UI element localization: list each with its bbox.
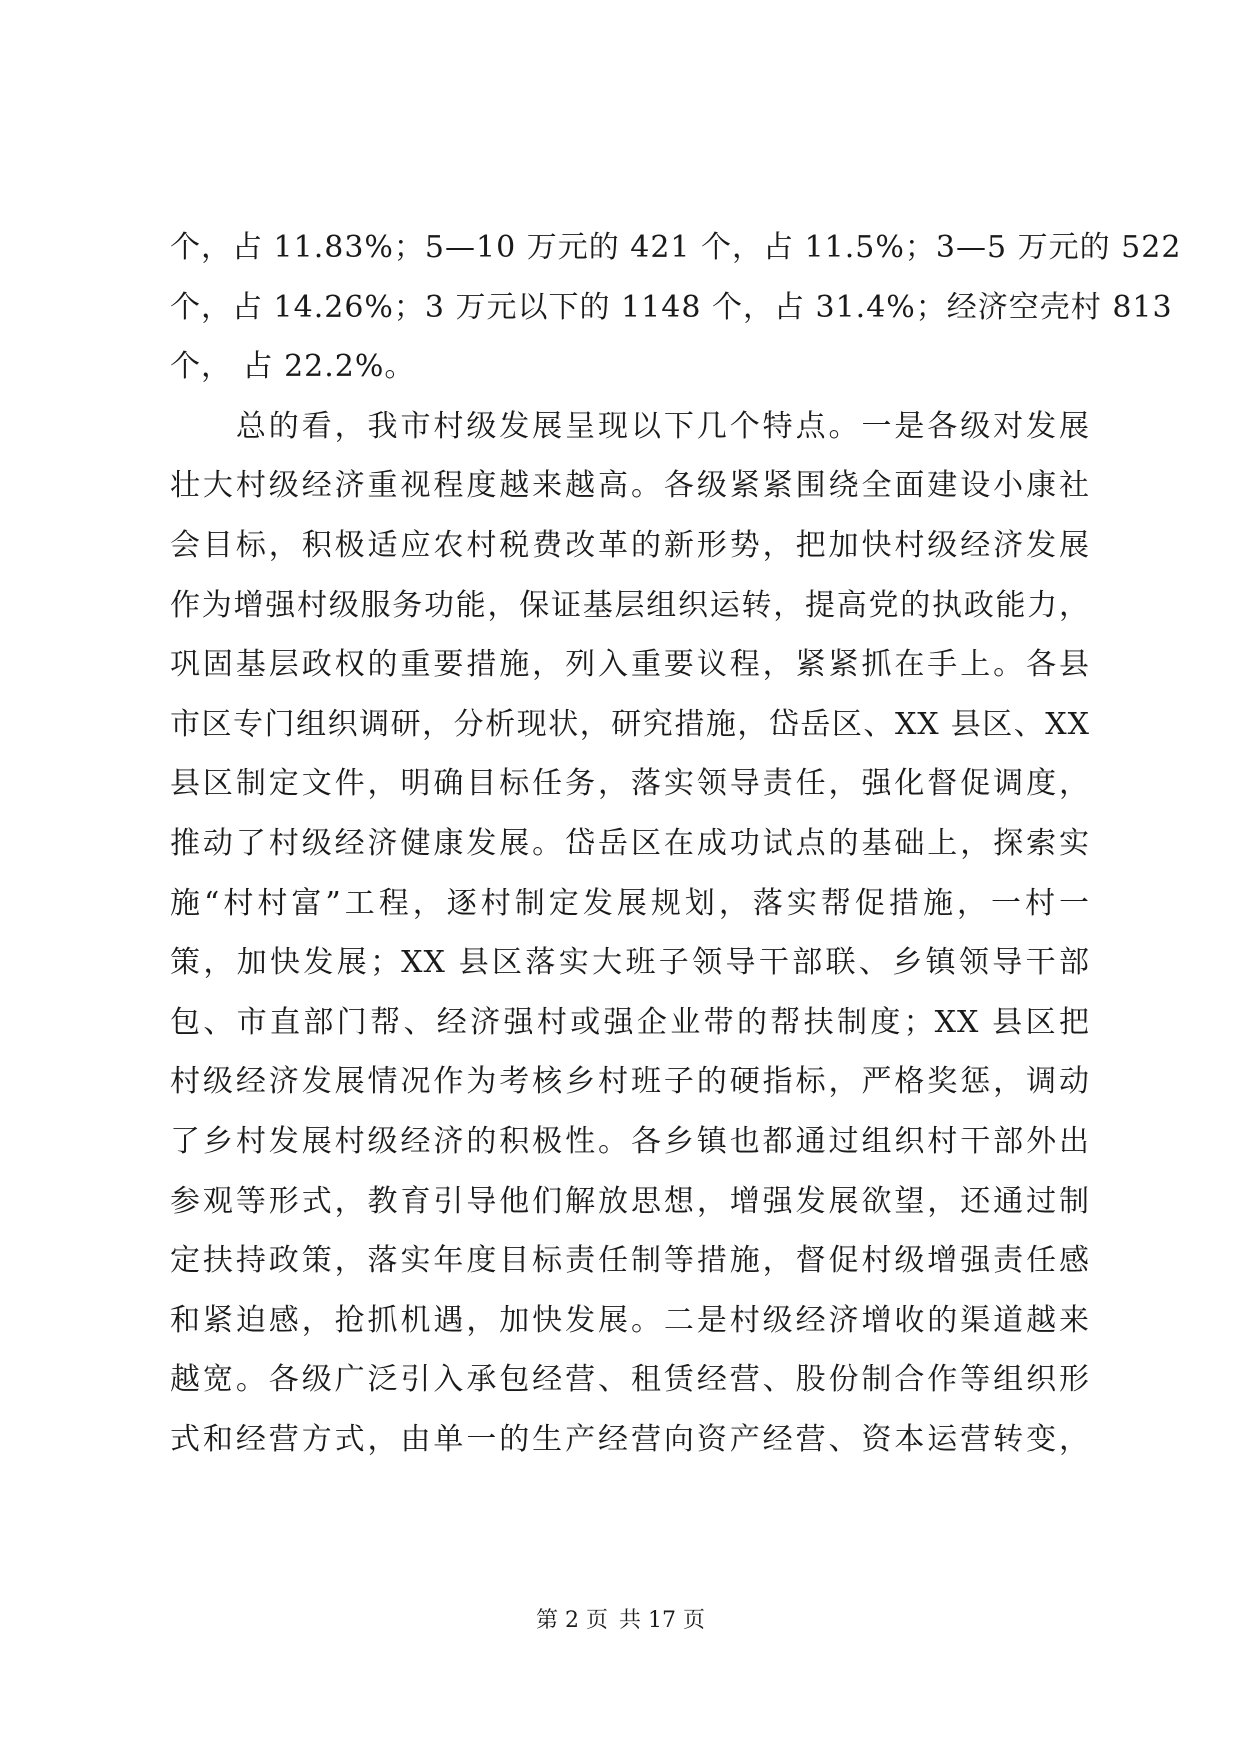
text-line: 市区专门组织调研，分析现状，研究措施，岱岳区、XX 县区、XX <box>170 706 1090 742</box>
text-line: 壮大村级经济重视程度越来越高。各级紧紧围绕全面建设小康社 <box>170 468 1090 504</box>
text-line: 定扶持政策，落实年度目标责任制等措施，督促村级增强责任感 <box>170 1243 1090 1279</box>
text-line: 推动了村级经济健康发展。岱岳区在成功试点的基础上，探索实 <box>170 825 1090 861</box>
text-line: 会目标，积极适应农村税费改革的新形势，把加快村级经济发展 <box>170 527 1090 563</box>
text-line: 个，占 14.26%；3 万元以下的 1148 个，占 31.4%；经济空壳村 813 <box>170 289 1173 325</box>
text-line: 了乡村发展村级经济的积极性。各乡镇也都通过组织村干部外出 <box>170 1123 1090 1159</box>
page-number: 第 2 页 <box>536 1608 608 1633</box>
text-line: 和紧迫感，抢抓机遇，加快发展。二是村级经济增收的渠道越来 <box>170 1302 1090 1338</box>
text-line: 村级经济发展情况作为考核乡村班子的硬指标，严格奖惩，调动 <box>170 1064 1090 1100</box>
page-total: 共 17 页 <box>619 1608 705 1633</box>
text-line: 总的看，我市村级发展呈现以下几个特点。一是各级对发展 <box>170 408 1090 444</box>
text-line: 个， 占 22.2%。 <box>170 349 416 385</box>
text-line: 包、市直部门帮、经济强村或强企业带的帮扶制度；XX 县区把 <box>170 1004 1090 1040</box>
text-line: 巩固基层政权的重要措施，列入重要议程，紧紧抓在手上。各县 <box>170 647 1090 683</box>
text-line: 越宽。各级广泛引入承包经营、租赁经营、股份制合作等组织形 <box>170 1362 1090 1398</box>
text-line: 作为增强村级服务功能，保证基层组织运转，提高党的执政能力， <box>170 587 1090 623</box>
text-line: 参观等形式，教育引导他们解放思想，增强发展欲望，还通过制 <box>170 1183 1090 1219</box>
text-line: 县区制定文件，明确目标任务，落实领导责任，强化督促调度， <box>170 766 1090 802</box>
text-line: 策，加快发展；XX 县区落实大班子领导干部联、乡镇领导干部 <box>170 945 1090 981</box>
text-line: 施“村村富”工程，逐村制定发展规划，落实帮促措施，一村一 <box>170 885 1090 921</box>
text-line: 式和经营方式，由单一的生产经营向资产经营、资本运营转变， <box>170 1421 1090 1457</box>
document-body <box>170 218 1182 1469</box>
text-line: 个，占 11.83%；5—10 万元的 421 个，占 11.5%；3—5 万元的 522 <box>170 230 1182 265</box>
page-footer <box>0 1606 1241 1636</box>
